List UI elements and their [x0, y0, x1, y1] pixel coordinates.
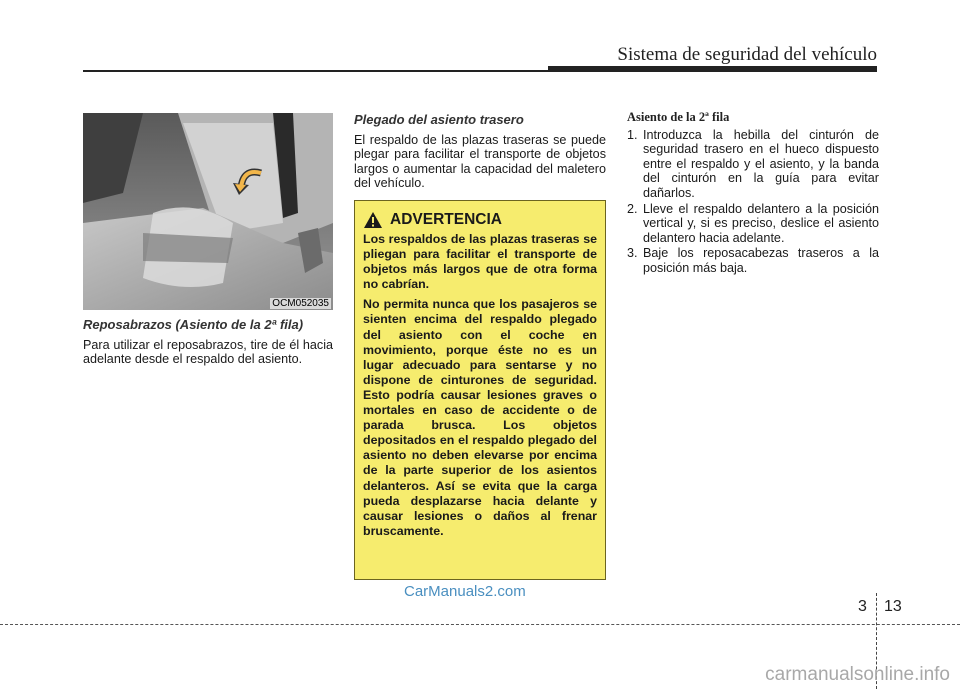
- warning-box: [354, 200, 606, 580]
- step-item: [627, 202, 879, 246]
- armrest-heading: Reposabrazos (Asiento de la 2ª fila): [83, 317, 304, 332]
- warning-title-row: [363, 211, 597, 229]
- warning-paragraph: Los respaldos de las plazas traseras se pliegan para facilitar el transporte de objetos más largos que de otra forma no cabrían.: [363, 232, 597, 292]
- site-watermark-link[interactable]: CarManuals2.com: [404, 583, 526, 600]
- footer-rule: [0, 624, 960, 625]
- page-header-title: Sistema de seguridad del vehículo: [617, 44, 877, 65]
- armrest-photo: [83, 113, 333, 310]
- page-number: 13: [884, 598, 902, 615]
- folding-section: [354, 113, 606, 191]
- steps-list: [627, 128, 879, 276]
- step-text: Baje los reposacabezas traseros a la posición más baja.: [643, 246, 879, 275]
- step-item: [627, 128, 879, 201]
- step-number: 1.: [627, 127, 638, 142]
- step-text: Introduzca la hebilla del cinturón de seguridad trasero en el hueco dispuesto entre el respaldo y el asiento, y la banda del cinturón en la guía para evitar dañarlos.: [643, 127, 879, 200]
- armrest-section: [83, 318, 333, 367]
- header-rule-thick: [548, 66, 877, 72]
- step-item: [627, 246, 879, 275]
- section-number: 3: [858, 598, 867, 615]
- warning-triangle-icon: [363, 211, 383, 229]
- second-row-section: [627, 110, 879, 277]
- warning-title: ADVERTENCIA: [390, 211, 502, 228]
- step-number: 3.: [627, 246, 638, 261]
- warning-paragraph: No permita nunca que los pasajeros se sienten encima del respaldo plegado del asiento con el coche en movimiento, porque éste no es un lugar adecuado para sentarse y no dispone de cinturones de seguridad. Esto podría causar lesiones graves o mortales en caso de accidente o de parada brusca. Los objetos depositados en el respaldo plegado del asiento no deben elevarse por encima de la parte superior de los asientos delanteros. Así se evita que la carga pueda desplazarse hacia delante y causar lesiones o daños al frenar bruscamente.: [363, 297, 597, 538]
- figure-code: OCM052035: [272, 298, 329, 309]
- step-number: 2.: [627, 201, 638, 216]
- header-rule: [83, 70, 553, 72]
- bottom-watermark-link[interactable]: carmanualsonline.info: [765, 664, 950, 685]
- armrest-body: Para utilizar el reposabrazos, tire de él hacia adelante desde el respaldo del asiento.: [83, 337, 333, 367]
- folding-body: El respaldo de las plazas traseras se puede plegar para facilitar el transporte de objetos largos o aumentar la capacidad del maletero del vehículo.: [354, 132, 606, 191]
- folding-heading: Plegado del asiento trasero: [354, 112, 524, 127]
- step-text: Lleve el respaldo delantero a la posición vertical y, si es preciso, deslice el asiento delantero hacia adelante.: [643, 201, 879, 245]
- second-row-heading: Asiento de la 2ª fila: [627, 110, 730, 124]
